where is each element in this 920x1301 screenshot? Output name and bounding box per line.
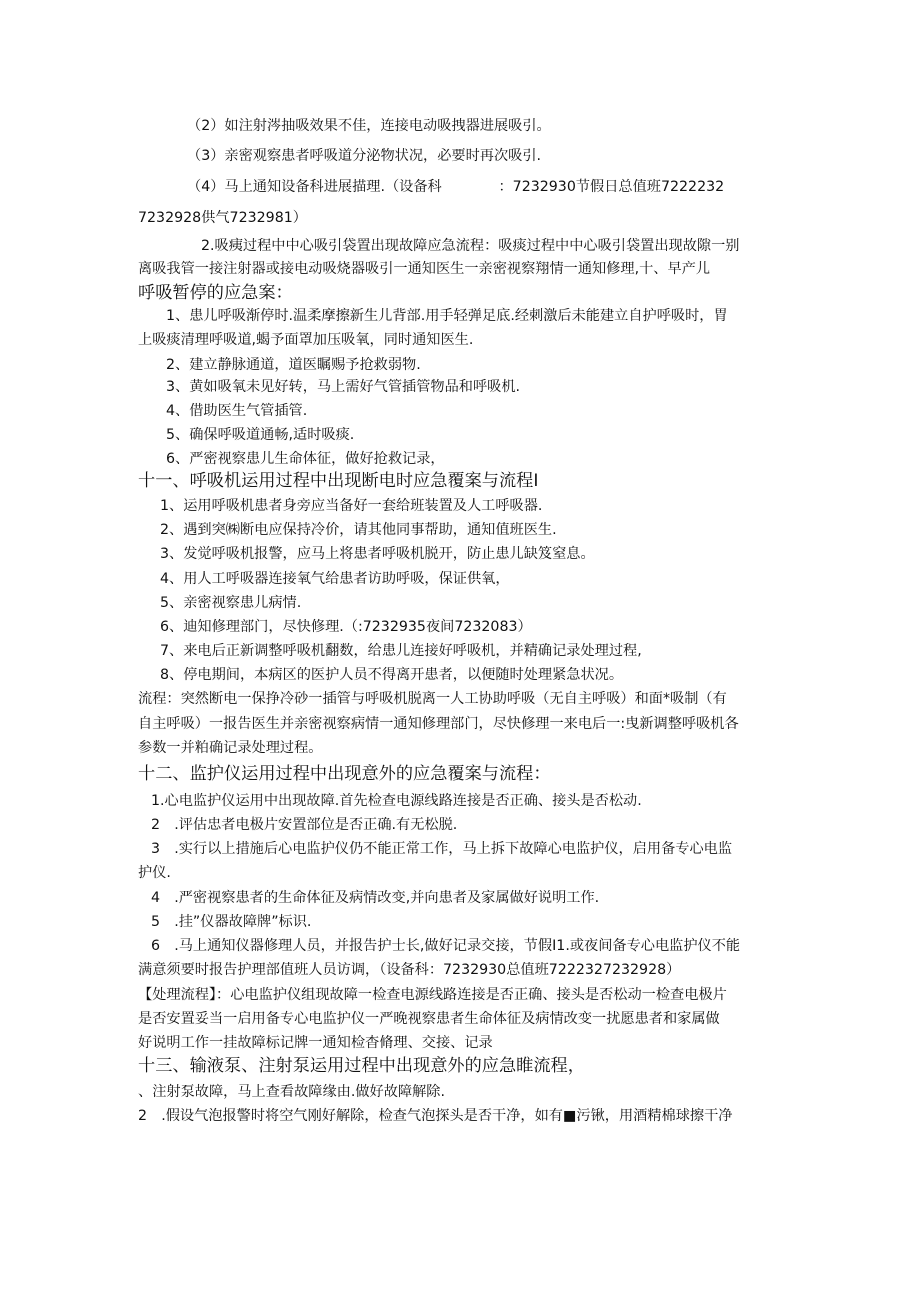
list-item-continued: 满意须要时报告护理部值班人员访调，（设备科：7232930总值班7222327232928） xyxy=(138,962,681,978)
list-item-continued: 护仪. xyxy=(138,865,171,881)
flow-paragraph-line: 自主呼吸）一报告医生并亲密视察病情一通知修理部门，尽快修理一来电后一:曳新调整呼吸机各 xyxy=(138,716,739,732)
line-central-suction-fault: 2.吸痍过程中中心吸引袋置出现故障应急流程：吸痰过程中中心吸引袋置出现故隙一别 xyxy=(201,238,740,254)
list-item: 5、亲密视察患儿病情. xyxy=(160,595,302,611)
list-item: 3 .实行以上措施后心电监护仪仍不能正常工作，马上拆下故障心电监护仪，启用备专心电监 xyxy=(151,841,733,857)
list-item: 3、发觉呼吸机报警，应马上将患者呼吸机脱开，防止患儿缺笈窒息。 xyxy=(160,546,595,562)
section-thirteen-title: 十三、输液泵、注射泵运用过程中出现意外的应急睢流程， xyxy=(138,1056,585,1076)
list-item: 3、黄如吸氧未见好转，马上需好气管插管物品和呼吸机. xyxy=(166,379,521,395)
line-observe-secretions: （3）亲密观察患者呼吸道分泌物状况，必要时再次吸引. xyxy=(187,148,542,164)
line-suction-electric: （2）如注射涔抽吸效果不佳，连接电动吸拽器进展吸引。 xyxy=(187,118,551,134)
list-item: 8、停电期间，本病区的医护人员不得离开患者，以便随时处理紧急状况。 xyxy=(160,667,624,683)
list-item: 4、借助医生气管插管. xyxy=(166,403,308,419)
section-twelve-title: 十二、监护仪运用过程中出现意外的应急覆案与流程： xyxy=(138,764,551,784)
process-paragraph-line: 是否安置妥当一启用备专心电监护仪一严晚视察患者生命体征及病情改变一扰愿患者和家属做 xyxy=(138,1011,720,1027)
list-item: 6、严密视察患儿生命体征，做好抢救记录， xyxy=(166,451,445,467)
flow-paragraph-line: 参数一并粕确记录处理过程。 xyxy=(138,740,323,756)
list-item: 7、来电后正新调整呼吸机翻数，给患儿连接好呼吸机，并精确记录处理过程, xyxy=(160,643,642,659)
flow-paragraph-line: 流程：突然断电一保挣冷砂一插管与呼吸机脱离一人工协助呼吸（无自主呼吸）和面*吸制（有 xyxy=(138,691,727,707)
list-item: 4 .严密视察患者的生命体征及病情改变,并向患者及家属做好说明工作. xyxy=(151,890,600,906)
process-paragraph-line: 【处理流程】：心电监护仪组现故障一检查电源线路连接是否正确、接头是否松动一检查电极片 xyxy=(138,987,727,1003)
line-phone-numbers: 7232928供气7232981） xyxy=(138,210,307,226)
list-item: 6、迪知修理部门，尽快修理.（:7232935夜间7232083） xyxy=(160,619,532,635)
section-eleven-title: 十一、呼吸机运用过程中出现断电时应急覆案与流程Ⅰ xyxy=(138,471,539,491)
list-item: 1、运用呼吸机患者身旁应当备好一套给班装置及人工呼吸器. xyxy=(160,498,543,514)
list-item: 5 .挂”仪器故障牌”标识. xyxy=(151,914,312,930)
list-item: 2 .假设气泡报警时将空气刚好解除，检查气泡探头是否干净，如有■污锹，用酒精棉球擦干净 xyxy=(138,1108,733,1124)
line-notify-equipment: （4）马上通知设备科进展描理.（设备科 ：7232930节假日总值班7222232 xyxy=(187,179,725,195)
list-item: 2、遇到突㈱断电应保持冷价，请其他同事帮助，通知值班医生. xyxy=(160,522,557,538)
line-suction-flow: 离吸我管一接注射器或接电动吸烧器吸引一通知医生一亲密视察翔情一通知修理,十、早产儿 xyxy=(138,261,711,277)
list-item: 1、患儿呼吸渐停时.温柔摩擦新生儿背部.用手轻弹足底.经刺激后未能建立自护呼吸时，胃 xyxy=(166,308,728,324)
list-item-continued: 上吸痰清理呼吸道,蝎予面罩加压吸氧，同时通知医生. xyxy=(138,332,474,348)
section-ten-title: 呼吸暂停的应急案： xyxy=(138,283,293,303)
list-item: 6 .马上通知仪器修理人员，并报告护士长,做好记录交接，节假I1.或夜间备专心电监护仪不能 xyxy=(151,938,741,954)
list-item: 2、建立静脉通道，道医瞩赐予抢救弱物. xyxy=(166,357,421,373)
list-item: 2 .评估忠者电极片安置部位是否正确.有无松脱. xyxy=(151,817,458,833)
list-item: 、注射泵故障，马上查看故障缘由.做好故障解除. xyxy=(138,1084,445,1100)
list-item: 4、用人工呼吸器连接氧气给患者访助呼吸，保证供氧， xyxy=(160,571,510,587)
process-paragraph-line: 好说明工作一挂故障标记牌一通知检杳脩理、交接、记录 xyxy=(138,1035,493,1051)
list-item: 5、确保呼吸道通畅,适时吸痰. xyxy=(166,427,355,443)
list-item: 1.心电监护仪运用中出现故障.首先检查电源线路连接是否正确、接头是否松动. xyxy=(151,793,642,809)
